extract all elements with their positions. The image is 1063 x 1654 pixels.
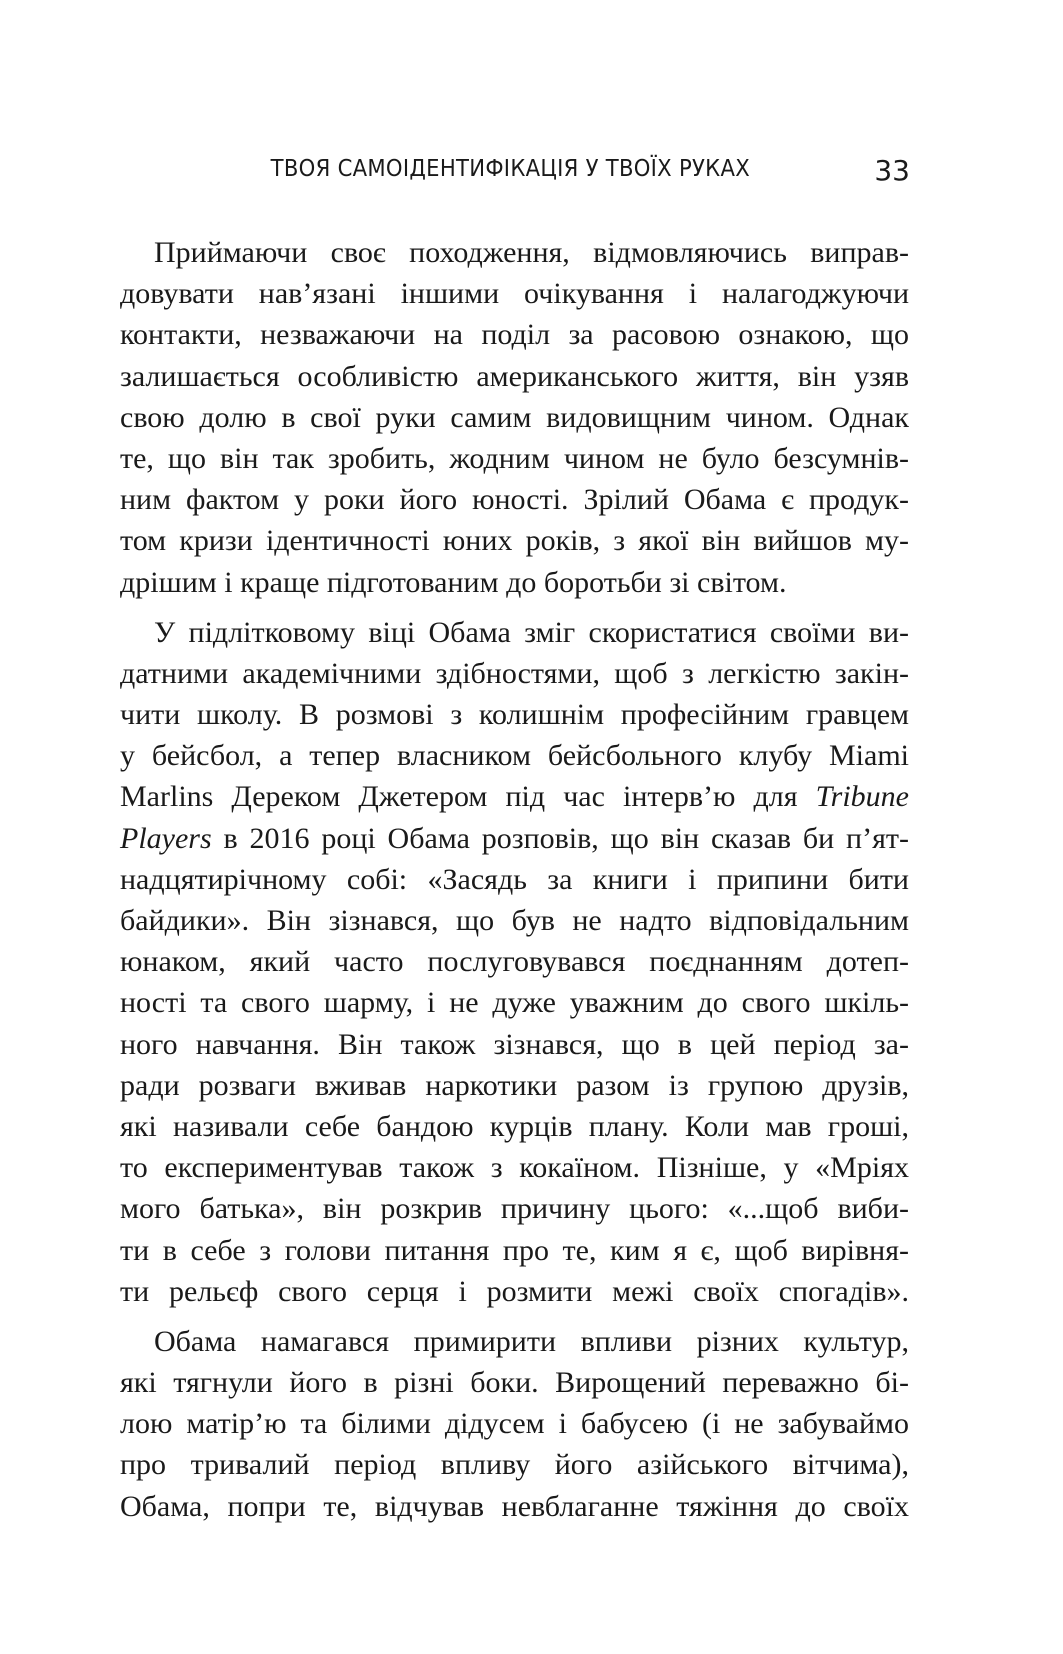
text-line: юнаком, який часто послуговувався поєднанням дотеп-: [120, 945, 909, 979]
paragraph: [120, 232, 909, 603]
paragraph: [120, 1321, 909, 1527]
paragraph-gap: [120, 1312, 909, 1321]
paragraph-gap: [120, 603, 909, 612]
page-number: 33: [874, 154, 910, 187]
paragraph: [120, 612, 909, 1312]
text-line: ним фактом у роки його юності. Зрілий Обама є продук-: [120, 483, 909, 517]
italic-title-part: Tribune: [815, 780, 909, 814]
text-line: Приймаючи своє походження, відмовляючись виправ-: [154, 236, 909, 269]
text-line: свою долю в свої руки самим видовищним чином. Однак: [120, 400, 909, 434]
text-line: чити школу. В розмові з колишнім професійним гравцем: [120, 698, 909, 732]
text-segment: в 2016 році Обама розповів, що він сказав би п’ят-: [223, 821, 910, 855]
text-line: надцятирічному собі: «Засядь за книги і припини бити: [120, 862, 909, 896]
running-header: [150, 156, 910, 196]
text-line: ти в себе з голови питання про те, ким я є, щоб вирівня-: [120, 1233, 909, 1267]
body-text: [120, 232, 909, 1527]
text-line: байдики». Він зізнався, що був не надто відповідальним: [120, 904, 909, 937]
italic-title-part: Players: [120, 821, 212, 855]
text-line: контакти, незважаючи на поділ за расовою ознакою, що: [120, 318, 909, 352]
text-line: довувати нав’язані іншими очікування і налагоджуючи: [120, 277, 909, 311]
text-line: у бейсбол, а тепер власником бейсбольного клубу Miami: [120, 739, 909, 773]
text-line-with-italic: [120, 776, 909, 817]
running-title: ТВОЯ САМОІДЕНТИФІКАЦІЯ У ТВОЇХ РУКАХ: [270, 156, 750, 182]
text-line: ради розваги вживав наркотики разом із групою друзів,: [120, 1068, 909, 1102]
text-segment: Marlins Дереком Джетером під час інтерв’ю для: [120, 780, 798, 814]
text-line: датними академічними здібностями, щоб з легкістю закін-: [120, 656, 909, 690]
text-line: про тривалий період впливу його азійського вітчима),: [120, 1448, 909, 1482]
text-line: У підлітковому віці Обама зміг скористатися своїми ви-: [154, 615, 909, 649]
text-line: ти рельєф свого серця і розмити межі своїх спогадів».: [120, 1274, 909, 1308]
text-line: ного навчання. Він також зізнався, що в цей період за-: [120, 1027, 909, 1061]
text-line: ності та свого шарму, і не дуже уважним до свого шкіль-: [120, 986, 909, 1020]
text-line: то експериментував також з кокаїном. Пізніше, у «Мріях: [120, 1151, 909, 1185]
text-line: залишається особливістю американського життя, він узяв: [120, 359, 909, 393]
text-line: які називали себе бандою курців плану. Коли мав гроші,: [120, 1109, 909, 1143]
text-line: дрішим і краще підготованим до боротьби зі світом.: [120, 565, 787, 599]
text-line: том кризи ідентичності юних років, з якої він вийшов му-: [120, 524, 909, 558]
text-line: Обама намагався примирити впливи різних культур,: [154, 1324, 909, 1358]
text-line: лою матір’ю та білими дідусем і бабусею (і не забуваймо: [120, 1407, 909, 1441]
text-line: Обама, попри те, відчував невблаганне тяжіння до своїх: [120, 1489, 909, 1523]
text-line: які тягнули його в різні боки. Вирощений переважно бі-: [120, 1366, 909, 1400]
text-line: те, що він так зробить, жодним чином не було безсумнів-: [120, 441, 909, 475]
text-line: мого батька», він розкрив причину цього: «...щоб виби-: [120, 1192, 909, 1226]
text-line-with-italic: [120, 818, 909, 859]
